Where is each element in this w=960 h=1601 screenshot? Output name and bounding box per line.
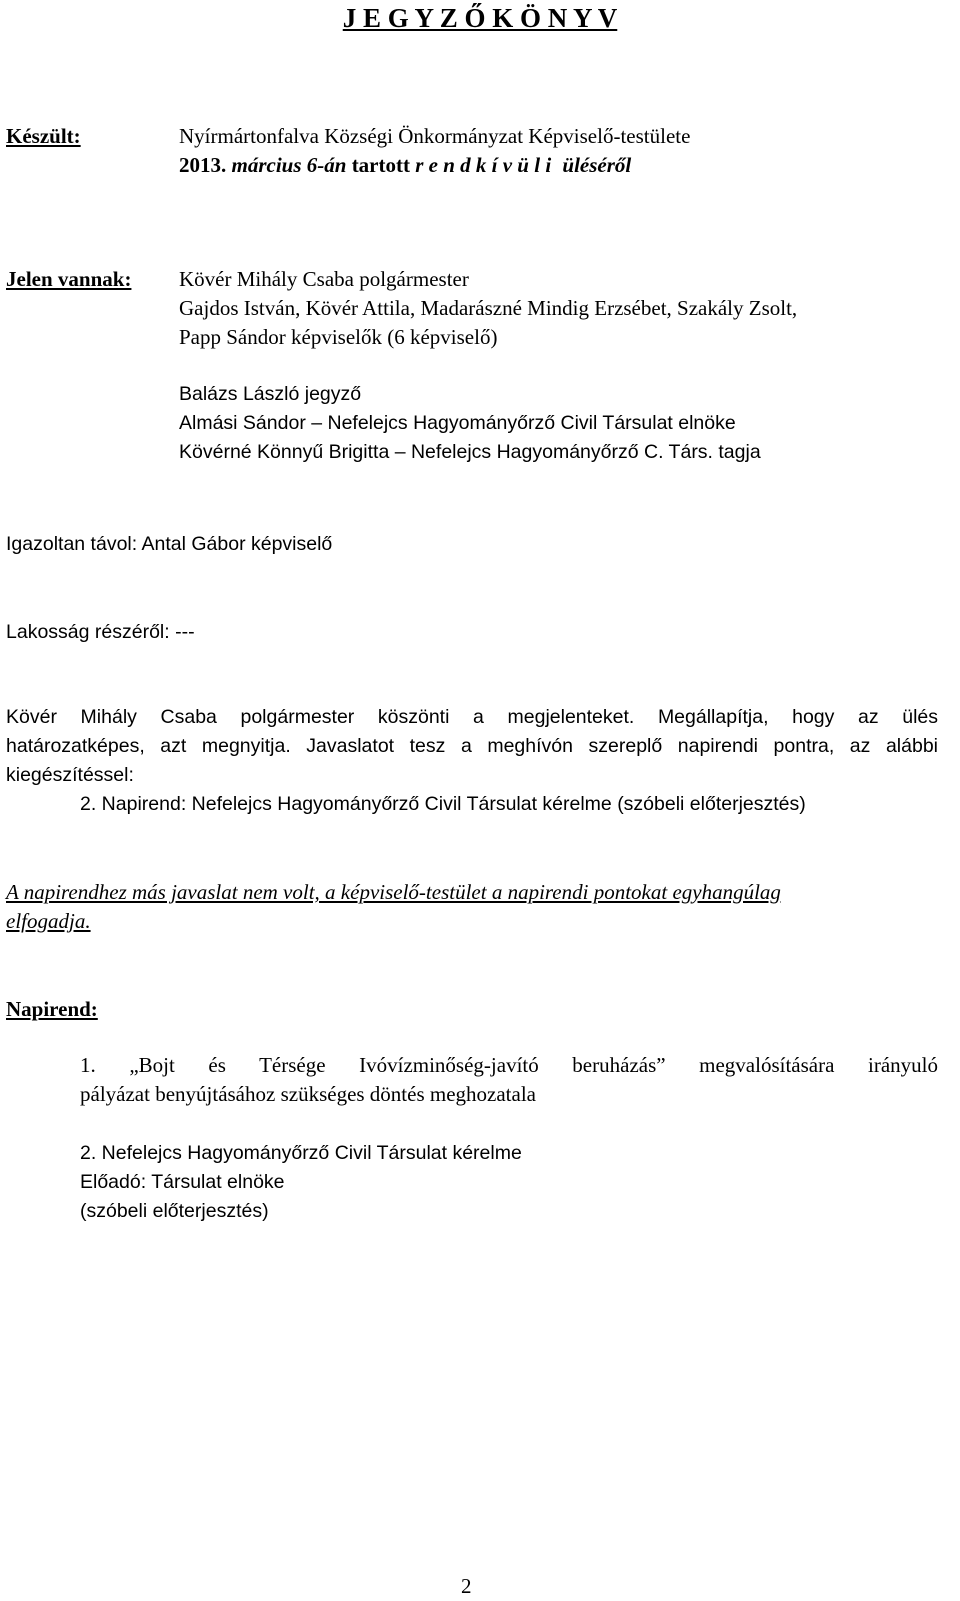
decision-line: A napirendhez más javaslat nem volt, a képviselő-testület a napirendi pontokat egyhangúlag [6, 880, 781, 904]
keszult-held: tartott [351, 153, 410, 177]
intro-line: kiegészítéssel: [6, 764, 134, 786]
other-attendee: Kövérné Könnyű Brigitta – Nefelejcs Hagyományőrző C. Társ. tagja [179, 441, 761, 463]
keszult-line2 [179, 151, 631, 180]
agenda-item-2-line1: 2. Nefelejcs Hagyományőrző Civil Társulat kérelme [80, 1142, 522, 1164]
agenda-item-1-line1: 1. „Bojt és Térsége Ivóvízminőség-javító beruházás” megvalósítására irányuló [80, 1053, 938, 1077]
keszult-year: 2013. [179, 153, 227, 177]
intro-agenda-addition: 2. Napirend: Nefelejcs Hagyományőrző Civil Társulat kérelme (szóbeli előterjesztés) [80, 793, 806, 815]
keszult-line1: Nyírmártonfalva Községi Önkormányzat Képviselő-testülete [179, 124, 691, 148]
intro-line: Kövér Mihály Csaba polgármester köszönti a megjelenteket. Megállapítja, hogy az ülés [6, 706, 938, 728]
jelen-label: Jelen vannak: [6, 267, 132, 291]
document-title: J E G Y Z Ő K Ö N Y V [342, 3, 618, 33]
other-attendee: Balázs László jegyző [179, 383, 362, 405]
intro-paragraph [6, 703, 938, 819]
absent-line: Igazoltan távol: Antal Gábor képviselő [6, 533, 333, 555]
jelen-line: Papp Sándor képviselők (6 képviselő) [179, 325, 498, 349]
agenda-item-2-line3: (szóbeli előterjesztés) [80, 1200, 269, 1222]
decision-paragraph [6, 878, 938, 936]
agenda-item-2-line2: Előadó: Társulat elnöke [80, 1171, 285, 1193]
page-number: 2 [461, 1574, 472, 1598]
others-list [179, 380, 944, 467]
agenda-item-1 [80, 1051, 938, 1109]
jelen-list [179, 265, 944, 352]
decision-line: elfogadja. [6, 909, 91, 933]
keszult-label: Készült: [6, 124, 81, 148]
jelen-line: Kövér Mihály Csaba polgármester [179, 267, 469, 291]
keszult-date: március 6-án [231, 153, 347, 177]
napirend-label: Napirend: [6, 997, 98, 1021]
keszult-end: üléséről [562, 153, 632, 177]
public-line: Lakosság részéről: --- [6, 621, 195, 643]
agenda-item-1-line2: pályázat benyújtásához szükséges döntés meghozatala [80, 1082, 536, 1106]
intro-line: határozatképes, azt megnyitja. Javaslatot tesz a meghívón szereplő napirendi pontra, az alábbi [6, 735, 938, 757]
other-attendee: Almási Sándor – Nefelejcs Hagyományőrző Civil Társulat elnöke [179, 412, 736, 434]
agenda-item-2 [80, 1139, 938, 1226]
jelen-line: Gajdos István, Kövér Attila, Madarászné Mindig Erzsébet, Szakály Zsolt, [179, 296, 798, 320]
keszult-type: r e n d k í v ü l i [415, 153, 552, 177]
